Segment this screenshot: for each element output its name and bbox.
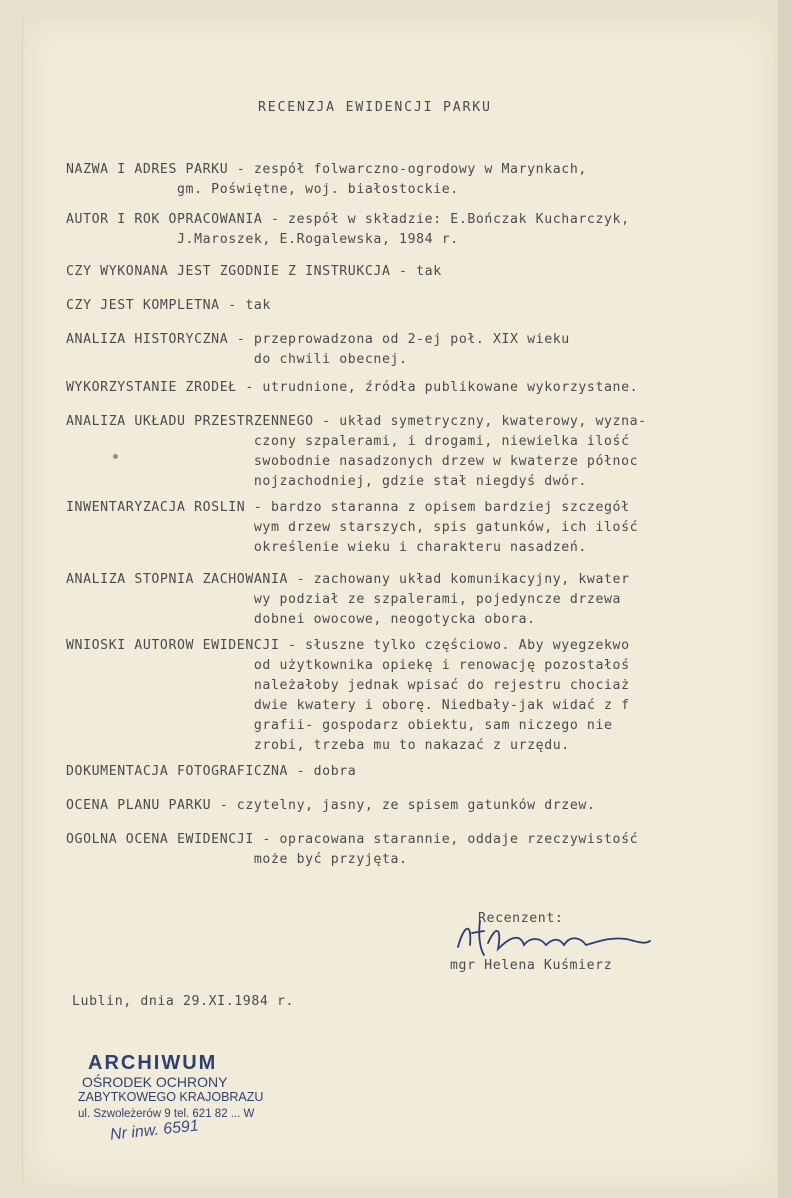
entry-2-line-0: CZY WYKONANA JEST ZGODNIE Z INSTRUKCJA - tak [66,264,442,279]
stamp-inventory-number: Nr inw. 6591 [109,1117,200,1144]
entry-11-line-0: OCENA PLANU PARKU - czytelny, jasny, ze spisem gatunków drzew. [66,798,596,813]
entry-6-line-0: ANALIZA UKŁADU PRZESTRZENNEGO - układ symetryczny, kwaterowy, wyzna- [66,414,647,429]
entry-4-line-1: do chwili obecnej. [66,352,408,367]
stamp-line-landscape: ZABYTKOWEGO KRAJOBRAZU [78,1090,264,1104]
entry-5-line-0: WYKORZYSTANIE ZRODEŁ - utrudnione, źródła publikowane wykorzystane. [66,380,639,395]
entry-12-line-0: OGOLNA OCENA EWIDENCJI - opracowana starannie, oddaje rzeczywistość [66,832,639,847]
document-title: RECENZJA EWIDENCJI PARKU [258,100,492,115]
entry-9-line-5: zrobi, trzeba mu to nakazać z urzędu. [66,738,570,753]
entry-8-line-0: ANALIZA STOPNIA ZACHOWANIA - zachowany układ komunikacyjny, kwater [66,572,630,587]
entry-8-line-1: wy podział ze szpalerami, pojedyncze drzewa [66,592,622,607]
entry-9-line-1: od użytkownika opiekę i renowację pozostałoś [66,658,630,673]
entry-6-line-3: nojzachodniej, gdzie stał niegdyś dwór. [66,474,587,489]
entry-7-line-1: wym drzew starszych, spis gatunków, ich ilość [66,520,639,535]
entry-1-line-0: AUTOR I ROK OPRACOWANIA - zespół w składzie: E.Bończak Kucharczyk, [66,212,630,227]
stamp-line-address: ul. Szwoleżerów 9 tel. 621 82 ... W [78,1108,255,1120]
entry-7-line-2: określenie wieku i charakteru nasadzeń. [66,540,587,555]
stamp-line-institution: OŚRODEK OCHRONY [82,1074,228,1090]
entry-4-line-0: ANALIZA HISTORYCZNA - przeprowadzona od 2-ej poł. XIX wieku [66,332,570,347]
entry-9-line-0: WNIOSKI AUTOROW EWIDENCJI - słuszne tylko częściowo. Aby wyegzekwo [66,638,630,653]
reviewer-label: Recenzent: [478,911,564,926]
stamp-line-archiwum: ARCHIWUM [88,1052,218,1074]
reviewer-name: mgr Helena Kuśmierz [450,958,613,973]
place-date: Lublin, dnia 29.XI.1984 r. [72,994,295,1009]
entry-9-line-4: grafii- gospodarz obiektu, sam niczego nie [66,718,613,733]
entry-7-line-0: INWENTARYZACJA ROSLIN - bardzo staranna z opisem bardziej szczegół [66,500,630,515]
entry-3-line-0: CZY JEST KOMPLETNA - tak [66,298,271,313]
entry-0-line-0: NAZWA I ADRES PARKU - zespół folwarczno-ogrodowy w Marynkach, [66,162,587,177]
entry-9-line-2: należałoby jednak wpisać do rejestru chociaż [66,678,630,693]
entry-1-line-1: J.Maroszek, E.Rogalewska, 1984 r. [66,232,459,247]
entry-0-line-1: gm. Poświętne, woj. białostockie. [66,182,459,197]
entry-12-line-1: może być przyjęta. [66,852,408,867]
entry-8-line-2: dobnei owocowe, neogotycka obora. [66,612,536,627]
page-edge [778,0,792,1198]
entry-6-line-1: czony szpalerami, i drogami, niewielka ilość [66,434,630,449]
entry-6-line-2: swobodnie nasadzonych drzew w kwaterze północ [66,454,639,469]
archive-stamp [60,1052,300,1152]
entry-9-line-3: dwie kwatery i oborę. Niedbały-jak widać z f [66,698,630,713]
entry-10-line-0: DOKUMENTACJA FOTOGRAFICZNA - dobra [66,764,357,779]
